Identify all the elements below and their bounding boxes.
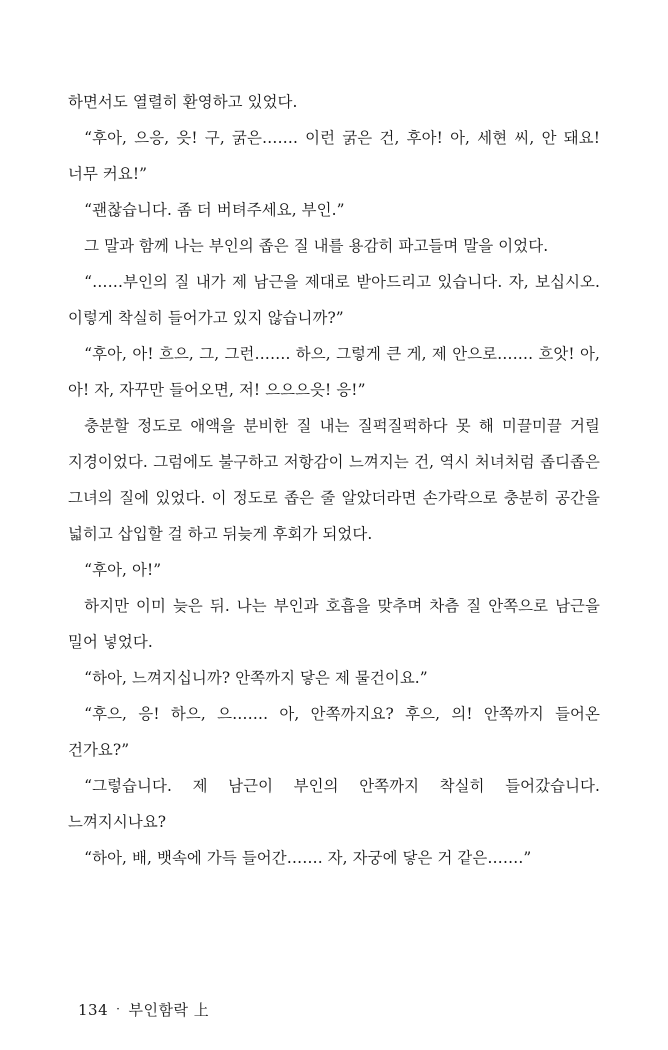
paragraph: “하아, 느껴지십니까? 안쪽까지 닿은 제 물건이요.”: [84, 669, 428, 687]
paragraph: “후아, 아! 흐으, 그, 그런……. 하으, 그렇게 큰 게, 제 안으로……. 흐앗! 아, 아! 자, 자꾸만 들어오면, 저! 으으으읏! 응!”: [68, 345, 600, 399]
page-number: 134: [78, 1001, 109, 1019]
footer-separator: ·: [116, 1002, 121, 1016]
paragraph: “후아, 으응, 읏! 구, 굵은……. 이런 굵은 건, 후아! 아, 세현 씨, 안 돼요! 너무 커요!”: [68, 129, 600, 183]
paragraph: 그 말과 함께 나는 부인의 좁은 질 내를 용감히 파고들며 말을 이었다.: [84, 237, 549, 255]
paragraph: 하지만 이미 늦은 뒤. 나는 부인과 호흡을 맞추며 차츰 질 안쪽으로 남근을 밀어 넣었다.: [68, 597, 600, 651]
paragraph: “괜찮습니다. 좀 더 버텨주세요, 부인.”: [84, 201, 345, 219]
paragraph: “후아, 아!”: [84, 561, 162, 579]
paragraph: “하아, 배, 뱃속에 가득 들어간……. 자, 자궁에 닿은 거 같은…….”: [84, 849, 532, 867]
book-title: 부인함락 上: [128, 1001, 210, 1019]
paragraph: 하면서도 열렬히 환영하고 있었다.: [68, 93, 298, 111]
paragraph: “후으, 응! 하으, 으……. 아, 안쪽까지요? 후으, 의! 안쪽까지 들어온 건가요?”: [68, 705, 600, 759]
page-body: [68, 84, 600, 876]
paragraph: “……부인의 질 내가 제 남근을 제대로 받아드리고 있습니다. 자, 보십시오. 이렇게 착실히 들어가고 있지 않습니까?”: [68, 273, 600, 327]
paragraph: “그렇습니다. 제 남근이 부인의 안쪽까지 착실히 들어갔습니다. 느껴지시나요?: [68, 777, 600, 831]
paragraph: 충분할 정도로 애액을 분비한 질 내는 질퍽질퍽하다 못 해 미끌미끌 거릴 지경이었다. 그럼에도 불구하고 저항감이 느껴지는 건, 역시 처녀처럼 좁디좁은 그녀의 질에 있었다. 이 정도로 좁은 줄 알았더라면 손가락으로 충분히 공간을 넓히고 삽입할 걸 하고 뒤늦게 후회가 되었다.: [68, 417, 600, 543]
page-footer: [78, 999, 209, 1020]
